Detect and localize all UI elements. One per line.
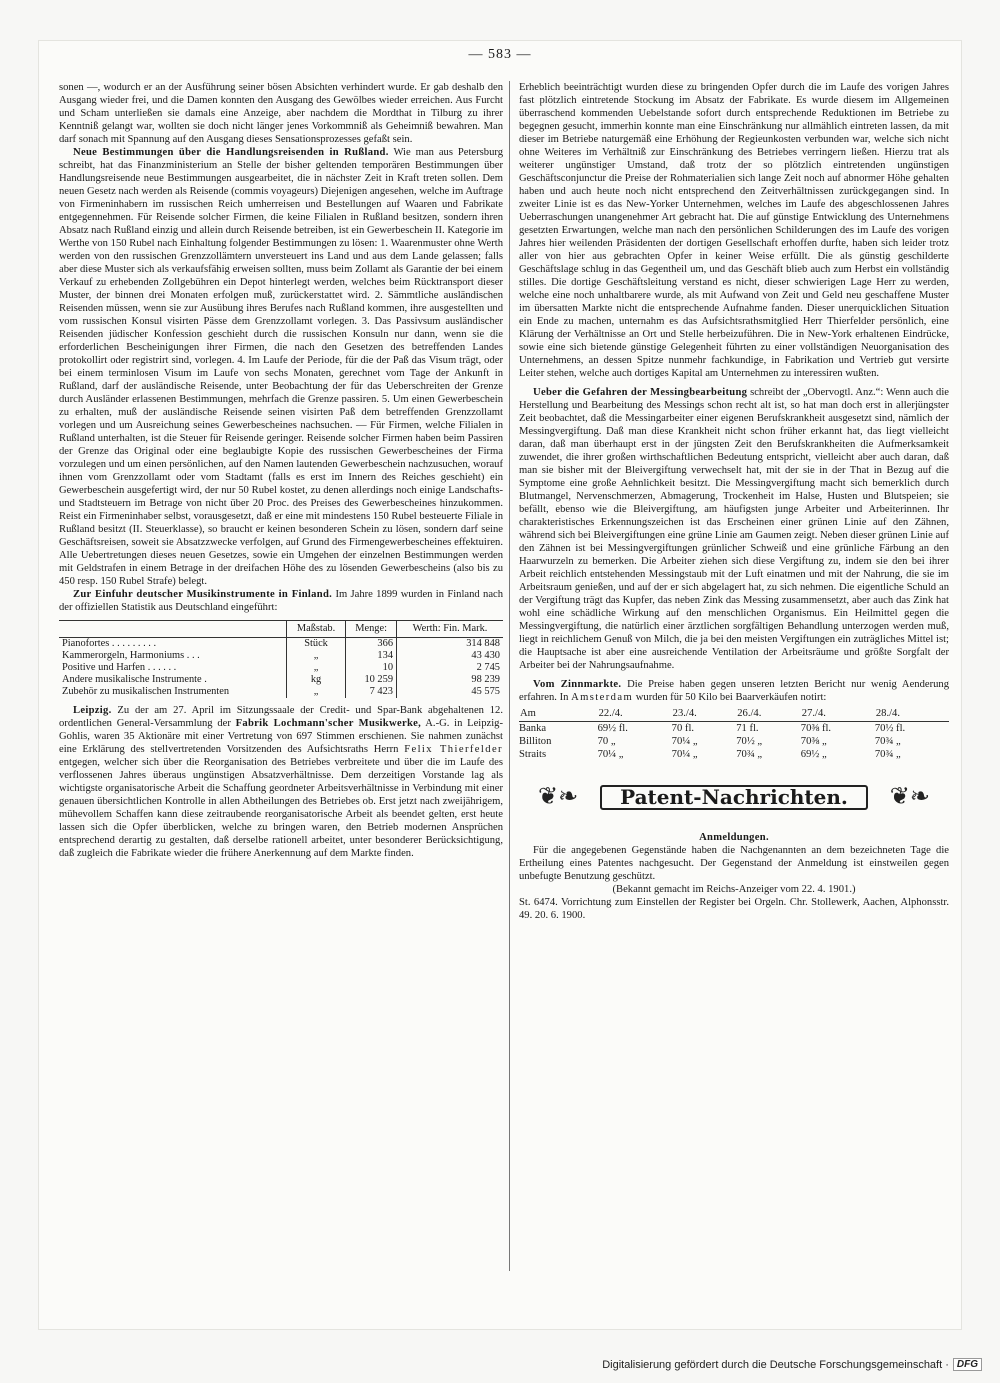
table-cell: 43 430 — [397, 650, 503, 662]
table-row — [59, 674, 503, 686]
table-row — [59, 638, 503, 651]
table-cell: 69½ fl. — [597, 723, 628, 734]
table-header: 27./4. — [801, 706, 875, 722]
right-column — [519, 81, 949, 1321]
city-name: Amsterdam — [571, 692, 634, 703]
patent-title: Patent-Nachrichten. — [600, 785, 868, 810]
article-body: Im Jahre 1899 wurden in Finland nach der offiziellen Statistik aus Deutschland eingeführt: — [59, 589, 503, 613]
person-name: Felix Thierfelder — [404, 744, 503, 755]
table-cell: 70¾ „ — [874, 749, 901, 760]
table-cell: Banka — [519, 723, 547, 734]
article-continued: sonen —, wodurch er an der Ausführung seiner bösen Absichten verhindert wurde. Er gab deshalb den Ausgang wieder frei, und die Damen konnten den Ausgang des Gewölbes wieder erreichen. Aus Furcht und Scham unterließen sie damals eine Anzeige, aber nachdem die Mordthat in Tilburg zu ihrer Kenntniß gelangt war, wollten sie doch nicht länger jenes Vorkommniß als Geheimniß bewahren. Man darf sonach mit Spannung auf den Ausgang dieses Sensationsprozesses gefaßt sein. — [59, 82, 503, 145]
table-header: 26./4. — [736, 706, 801, 722]
table-cell: Zubehör zu musikalischen Instrumenten — [62, 686, 230, 697]
table-header: 28./4. — [875, 706, 949, 722]
article-musikinstrumente — [59, 588, 503, 614]
section-heading: Anmeldungen. — [699, 832, 769, 843]
table-row — [59, 686, 503, 698]
article-leipzig — [59, 704, 503, 860]
table-header: Menge: — [346, 621, 397, 638]
firm-name: Fabrik Lochmann'scher Musikwerke, — [235, 718, 422, 729]
table-cell: 7 423 — [346, 686, 397, 698]
article-body: Wie man aus Petersburg schreibt, hat das Finanzministerium an Stelle der bisher geltenden temporären Bestimmungen über Handlungsreisende neue Bestimmungen ausgearbeitet, die in nächster Zeit in Kraft treten sollen. Dem neuen Gesetz nach werden als Reisende (commis voyageurs) Diejenigen angesehen, welche im Auftrage von Firmeninhabern im russischen Reich umherreisen und Bestellungen auf Waaren und Fabrikate entgegennehmen. Für Reisende solcher Firmen, die keine Filialen in Rußland besitzen, sondern ihren Absatz nach Rußland einzig und allein durch Reisende betreiben, ist ein Gewerbeschein II. Kategorie im Werthe von 150 Rubel nach Einhaltung folgender Bestimmungen zu lösen: 1. Waarenmuster ohne Werth werden von den russischen Grenzzollämtern unversteuert ins Land und aus dem Lande gelassen; falls aber diese Muster sich als verkaufsfähig erweisen sollten, muss beim Zollamt als Garantie der bei einem Verkauf zu erhebenden Zollgebühren ein Depot hinterlegt werden, welches beim Rücktransport dieser Muster, der binnen drei Monaten erfolgen muß, zurückerstattet wird. 2. Sämmtliche ausländischen Reisenden müssen, wenn sie zur Ausübung ihres Berufes nach Rußland kommen, ihre ausgestellten und vom russischen Konsul visirten Pässe dem Grenzzollamt vorlegen. 3. Das Passivsum ausländischer Reisenden jüdischer Konfession geschieht durch die russischen Konsuln nur dann, wenn sie die erforderlichen Bescheinigungen ihrer Firmen, die nach den Gesetzen des betreffenden Landes protokollirt oder registrirt sind, vorlegen. 4. Im Laufe der Periode, für die der Paß das Visum trägt, oder bei einem terminlosen Visum im Laufe von sechs Monaten, gerechnet vom Tage der Ankunft in Rußland, darf der ausländische Reisende, unter Beobachtung der für das Ueberschreiten der Grenze durch Ausländer erlassenen Bestimmungen, mehrfach die Grenze passiren. 5. Um einen Gewerbeschein zu erhalten, muß der ausländische Reisende seinen visirten Paß dem betreffenden Grenzzollamt vorlegen und um Ausreichung seines Gewerbescheines nachsuchen. — Für Firmen, welche Filialen in Rußland unterhalten, ist die Steuer für Reisende geringer. Reisende solcher Firmen haben beim Passiren der Grenze das Original oder eine beglaubigte Kopie des russischen Gewerbescheines der Firma vorzulegen und um einen persönlichen, auf den Namen lautenden Gewerbeschein nachzusuchen, worauf ihnen vom Grenzzollamt oder vom Stadtamt (falls es erst im Innern des Reiches geschieht) ein Gewerbeschein ausgefertigt wird, der nur 50 Rubel kostet, zu denen allerdings noch einige Landschafts- und Stadtsteuern im Betrage von nicht über 20 Proc. des Preises des Gewerbescheines hinzukommen. Reist ein Firmeninhaber selbst, vorausgesetzt, daß er eine mit mindestens 150 Rubel besteuerte Filiale in Rußland besitzt (II. Steuerklasse), so braucht er keinen besonderen Schein zu lösen, sondern darf seine Geschäftsreisen, soweit sie Absatzzwecke verfolgen, auf Grund des Firmengewerbescheines effektuiren. Alle Uebertretungen dieses neuen Gesetzes, sowie ein Umgehen der einzelnen Bestimmungen werden mit Geldstrafen in einem Betrage in der dreifachen Höhe des zu lösenden Gewerbescheins (also bis zu 450 resp. 150 Rubel Strafe) belegt. — [59, 147, 503, 587]
article-heading: Vom Zinnmarkte. — [533, 679, 622, 690]
table-cell: 69½ „ — [800, 749, 827, 760]
table-cell: „ — [286, 686, 345, 698]
table-cell: 70 „ — [597, 736, 616, 747]
table-cell: Stück — [286, 638, 345, 651]
table-header: Werth: Fin. Mark. — [397, 621, 503, 638]
table-cell: 70½ fl. — [874, 723, 906, 734]
article-body: Die Preise haben gegen unseren letzten Bericht nur wenig Aenderung erfahren. In — [519, 679, 949, 703]
footer-text: Digitalisierung gefördert durch die Deutsche Forschungsgemeinschaft · — [602, 1358, 949, 1371]
article-body: entgegen, welcher sich über die Reorganisation des Betriebes verbreitete und über die im Laufe des verflossenen Jahres überaus ungünstigen Absatzverhältnisse. Dem derzeitigen Vorstande lag als wichtigste organisatorische Arbeit die Schaffung geordneter Arbeitsverhältnisse in Verbindung mit einer genauen übersichtlichen Kontrolle in allen Abtheilungen des Betriebes ob. Erst jetzt nach zweijährigem, mühevollem Schaffen kann diese zeitraubende reorganisatorische Arbeit als beendet gelten, erst heute lassen sich die Opfer überblicken, welche zu bringen waren, den Betrieb modernen Ansprüchen entsprechend derartig zu gestalten, daß derselbe rationell arbeitet, unter besonderer Berücksichtigung, daß zugleich die Fabrikate wieder die frühere Anerkennung auf dem Markte finden. — [59, 757, 503, 859]
table-cell: 70¼ „ — [671, 749, 698, 760]
table-row — [519, 722, 949, 736]
column-divider — [509, 81, 510, 1271]
table-cell: Positive und Harfen . . . . . . — [62, 662, 177, 673]
table-cell: 366 — [346, 638, 397, 651]
table-cell: 70⅜ „ — [800, 736, 827, 747]
article-body: Zu der am 27. April im Sitzungssaale der Credit- und Spar-Bank abgehaltenen 12. ordentlichen General-Versammlung der — [59, 705, 503, 729]
newspaper-page — [38, 40, 962, 1330]
article-handlungsreisende — [59, 146, 503, 588]
table-header-row — [519, 706, 949, 722]
table-header: Maßstab. — [286, 621, 345, 638]
article-body: A.-G. in Leipzig-Gohlis, waren 35 Aktionäre mit einer Vertretung von 697 Stimmen erschienen. Sie nahmen zunächst eine Erklärung des stellvertretenden Vorsitzenden des Aufsichtsraths Herrn — [59, 718, 503, 755]
table-cell: Andere musikalische Instrumente . — [62, 674, 207, 685]
left-column — [59, 81, 503, 1321]
table-cell: Kammerorgeln, Harmoniums . . . — [62, 650, 200, 661]
price-table — [519, 706, 949, 761]
table-cell: 70¼ „ — [671, 736, 698, 747]
table-cell: 314 848 — [397, 638, 503, 651]
table-row — [59, 650, 503, 662]
table-row — [519, 735, 949, 748]
footer — [602, 1358, 982, 1371]
article-body: schreibt der „Obervogtl. Anz.“: Wenn auch die Herstellung und Bearbeitung des Messings schon recht alt ist, so hat man doch erst in allerjüngster Zeit beobachtet, daß die Messingarbeiter einer eigenen Berufskrankheit ausgesetzt sind, nämlich der Messingvergiftung. Daß man diese Krankheit nicht schon früher erkannt hat, das liegt vielleicht daran, daß man überhaupt erst in der jüngsten Zeit den Berufskrankheiten die Aufmerksamkeit zuwendet, die ihrer großen wirthschaftlichen Bedeutung entspricht, vielleicht aber auch daran, daß man sie bisher mit der Bleivergiftung verwechselt hat, mit der sie in der That in Bezug auf die Symptome eine große Aehnlichkeit besitzt. Die Messingvergiftung macht sich bemerklich durch Blutmangel, Nervenschmerzen, Abmagerung, Trockenheit im Halse, Husten und Blutspeien; sie befällt, ebenso wie die Bleivergiftung, am häufigsten junge Arbeiter und Arbeiterinnen. Ihr charakteristisches Erkennungszeichen ist das Erscheinen einer grünen Linie auf den Zähnen, während sich bei Bleivergiftungen eine grüne Linie am Gaumen zeigt. Neben dieser grünen Linie auf den Zähnen ist bei Messingvergiftungen grünlicher Schweiß und eine grünliche Färbung an den Haarwurzeln zu bemerken. Die Arbeiter ziehen sich diese Vergiftung zu, indem sie den bei ihrer Arbeit reichlich entstehenden Messingstaub mit der Luft einatmen und mit der Nahrung, die sie im Arbeitsraum genießen, und auf der er sich abgelagert hat, zu sich nehmen. Die eigentliche Schuld an der Vergiftung trägt das Kupfer, das neben Zink das Messing zusammensetzt, aber auch das Zink hat wohl eine schädliche Wirkung auf den menschlichen Organismus. Ein Heilmittel gegen die Messingvergiftung, die natürlich einer ärztlichen sorgfältigen Behandlung unterzogen werden muß, liegt in reichlichem Genuß von Milch, die ja bei den meisten Vergiftungen ein zuträgliches Mittel ist; die Hauptsache ist aber eine ausreichende Ventilation der Arbeitsräume und größte Sorgfalt der Arbeiter bei der Nahrungsaufnahme. — [519, 387, 949, 671]
table-row — [519, 748, 949, 761]
table-cell: 10 — [346, 662, 397, 674]
table-header — [59, 621, 286, 638]
import-table — [59, 620, 503, 698]
table-cell: 70¾ „ — [874, 736, 901, 747]
article-leipzig-continued: Erheblich beeinträchtigt wurden diese zu bringenden Opfer durch die im Laufe des vorigen Jahres fast plötzlich eintretende Stockung im Absatz der Fabrikate. Es wurde diesem im Allgemeinen überraschend kommenden Uebelstande sofort durch entsprechende Reduktionen im Betriebe zu begegnen gesucht, immerhin konnte man eine Einschränkung nur allmählich eintreten lassen, da mit dieser im Betriebe naturgemäß eine Erhöhung der Regieunkosten verbunden war, welche sich nicht ohne Weiteres im Verhältniß zur Einschränkung des Betriebes verringern ließen. Hierzu trat als weiterer ungünstiger Umstand, daß trotz der so plötzlich eintretenden ungünstigen Geschäftsconjunctur die Preise der Rohmaterialien sich lange Zeit noch auf abnormer Höhe gehalten haben und auch heute noch nicht entsprechend den Zeitverhältnissen zurückgegangen sind. In zweiter Linie ist es das New-Yorker Unternehmen, welches im Laufe des abgeschlossenen Jahres Ueberraschungen unangenehmer Art gebracht hat. Die auf günstige Entwicklung des Unternehmens gesetzten Erwartungen, welche man nach den persönlichen Schilderungen des im Laufe des vorigen Jahres hier weilenden Präsidenten der dortigen Gesellschaft erhoffen durfte, haben sich leider trotz aller von hier aus gebrachten Opfer in keiner Weise erfüllt. Die als günstig geschilderte Geschäftslage schlug in das Gegentheil um, und das Geschäft blieb auch zum Herbst ein vollständig stilles. Die dortige Geschäftsleitung verstand es nicht, dieser schwierigen Lage Herr zu werden, welche eine noch unhaltbarere wurde, als mit Aufwand von Zeit und Geld neu geschaffene Muster im übersatten Markte nicht die entsprechende Aufnahme fanden. Dieser unerquicklichen Situation ein Ende zu machen, unternahm es das Aufsichtsrathsmitglied Herr Thierfelder persönlich, eine Klärung der Verhältnisse an Ort und Stelle herbeizuführen. Die in New-York erhaltenen Eindrücke, sowie eine sich bietende günstige Gelegenheit führten zu einer vollständigen Neuorganisation des Unternehmens, an dessen Spitze nunmehr fachkundige, in Fabrikation und Vertrieb gut versirte Leiter stehen, welche auch dortiges Kapital am Unternehmen zu interessiren wußten. — [519, 82, 949, 379]
patent-entry: St. 6474. Vorrichtung zum Einstellen der Register bei Orgeln. Chr. Stollewerk, Aachen, Alphonsstr. 49. 20. 6. 1900. — [519, 897, 949, 921]
article-heading: Ueber die Gefahren der Messingbearbeitung — [533, 387, 748, 398]
table-cell: 45 575 — [397, 686, 503, 698]
table-cell: Pianofortes . . . . . . . . . — [62, 638, 157, 649]
table-row — [59, 662, 503, 674]
patent-notice: (Bekannt gemacht im Reichs-Anzeiger vom 22. 4. 1901.) — [612, 884, 856, 895]
table-cell: 70½ „ — [736, 736, 763, 747]
article-heading: Leipzig. — [73, 705, 112, 716]
patent-intro: Für die angegebenen Gegenstände haben die Nachgenannten an dem bezeichneten Tage die Ertheilung eines Patentes nachgesucht. Der Gegenstand der Anmeldung ist einstweilen gegen unbefugte Benutzung geschützt. — [519, 845, 949, 882]
dfg-logo: DFG — [953, 1358, 982, 1371]
ornament-icon: ❦❧ — [889, 783, 930, 810]
article-body: wurden für 50 Kilo bei Baarverkäufen notirt: — [635, 692, 827, 703]
table-cell: „ — [286, 662, 345, 674]
table-cell: 134 — [346, 650, 397, 662]
table-cell: 70 fl. — [671, 723, 695, 734]
table-cell: 70¼ „ — [597, 749, 624, 760]
article-heading: Zur Einfuhr deutscher Musikinstrumente in Finland. — [73, 589, 333, 600]
article-messing — [519, 386, 949, 672]
patent-banner — [519, 769, 949, 825]
table-cell: „ — [286, 650, 345, 662]
table-cell: Straits — [519, 749, 547, 760]
table-cell: 71 fl. — [736, 723, 759, 734]
table-cell: kg — [286, 674, 345, 686]
table-header-row — [59, 621, 503, 638]
page-number: — 583 — — [468, 47, 532, 62]
table-header: 23./4. — [672, 706, 737, 722]
table-cell: 70¾ „ — [736, 749, 763, 760]
table-header: 22./4. — [598, 706, 672, 722]
article-zinnmarkt — [519, 678, 949, 704]
table-cell: 70⅜ fl. — [800, 723, 832, 734]
ornament-icon: ❦❧ — [537, 783, 579, 810]
table-cell: 2 745 — [397, 662, 503, 674]
table-cell: Billiton — [519, 736, 552, 747]
table-cell: 98 239 — [397, 674, 503, 686]
table-header: Am — [519, 706, 598, 722]
table-cell: 10 259 — [346, 674, 397, 686]
article-heading: Neue Bestimmungen über die Handlungsreisenden in Rußland. — [73, 147, 389, 158]
